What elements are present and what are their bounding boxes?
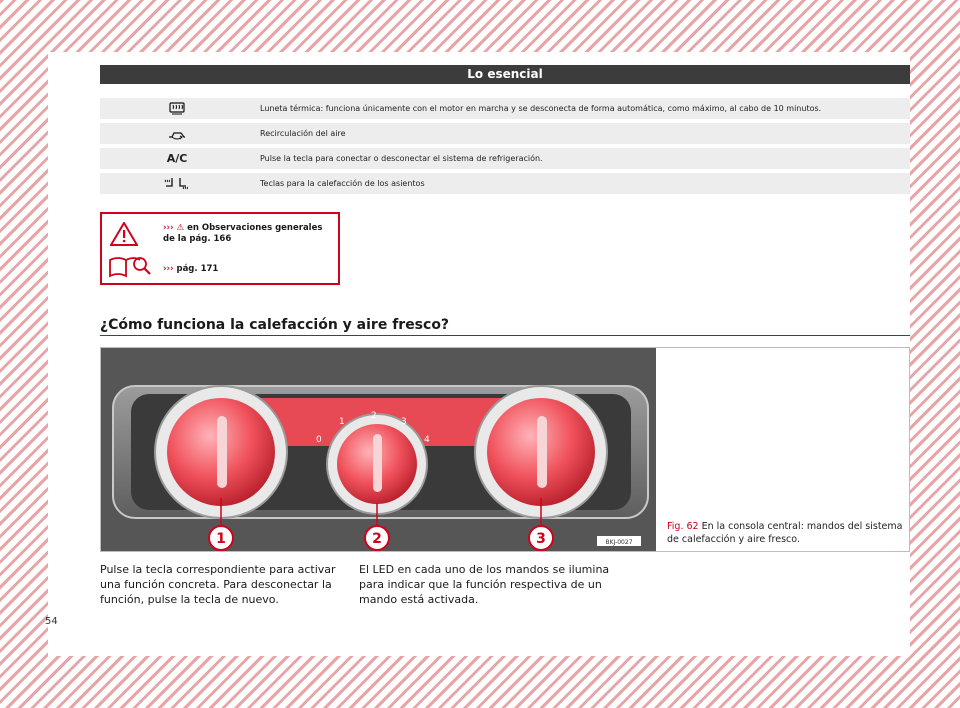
figure-caption-text: En la consola central: mandos del sistema de calefacción y aire fresco.	[667, 521, 903, 545]
warning-reference-2-text: pág. 171	[176, 264, 219, 274]
section-title: ¿Cómo funciona la calefacción y aire fresco?	[100, 317, 450, 333]
warning-reference-2[interactable]	[163, 264, 218, 274]
figure-caption	[667, 520, 907, 546]
reference-arrow: ›››	[163, 264, 174, 274]
figure-code: BKJ-0027	[605, 539, 633, 546]
manual-page	[48, 52, 910, 656]
table-row-text: Luneta térmica: funciona únicamente con el motor en marcha y se desconecta de forma automática, como máximo, al cabo de 10 minutos.	[260, 104, 822, 113]
ac-label: A/C	[166, 152, 188, 165]
body-text-col1: Pulse la tecla correspondiente para activar una función concreta. Para desconectar la función, pulse la tecla de nuevo.	[100, 563, 336, 606]
fan-scale-3: 3	[401, 417, 407, 427]
table-row-text: Teclas para la calefacción de los asientos	[260, 179, 425, 188]
warning-reference-1-text: en Observaciones generales de la pág. 166	[163, 223, 323, 244]
air-recirculation-icon	[100, 123, 254, 144]
book-magnifier-icon	[108, 254, 152, 284]
warning-box	[100, 212, 340, 285]
table-row	[100, 173, 910, 194]
seat-heating-icon	[100, 173, 254, 194]
fan-scale-0: 0	[316, 435, 322, 445]
fan-scale-2: 2	[371, 411, 377, 421]
body-text-col2: El LED en cada uno de los mandos se ilumina para indicar que la función respectiva de un mando está activada.	[359, 563, 610, 606]
svg-text:2: 2	[372, 531, 382, 547]
svg-text:1: 1	[216, 531, 226, 547]
figure-62	[100, 347, 910, 552]
climate-control-photo	[101, 348, 656, 551]
svg-text:3: 3	[536, 531, 546, 547]
table-row	[100, 98, 910, 119]
fan-scale-1: 1	[339, 417, 345, 427]
table-row	[100, 123, 910, 144]
table-row-text: Pulse la tecla para conectar o desconectar el sistema de refrigeración.	[260, 154, 543, 163]
warning-triangle-icon	[110, 222, 138, 250]
rear-window-heater-icon	[100, 98, 254, 119]
page-number: 54	[45, 616, 58, 627]
fan-scale-4: 4	[424, 435, 430, 445]
figure-label: Fig. 62	[667, 521, 699, 532]
section-header-bar	[100, 65, 910, 84]
warning-reference-1[interactable]	[163, 223, 333, 245]
controls-table	[100, 98, 910, 198]
table-row	[100, 148, 910, 169]
section-header-title: Lo esencial	[467, 67, 543, 81]
table-row-text: Recirculación del aire	[260, 129, 346, 138]
reference-arrow: ›››	[163, 223, 174, 233]
small-warning-icon: ⚠	[176, 223, 185, 233]
section-divider	[100, 335, 910, 336]
